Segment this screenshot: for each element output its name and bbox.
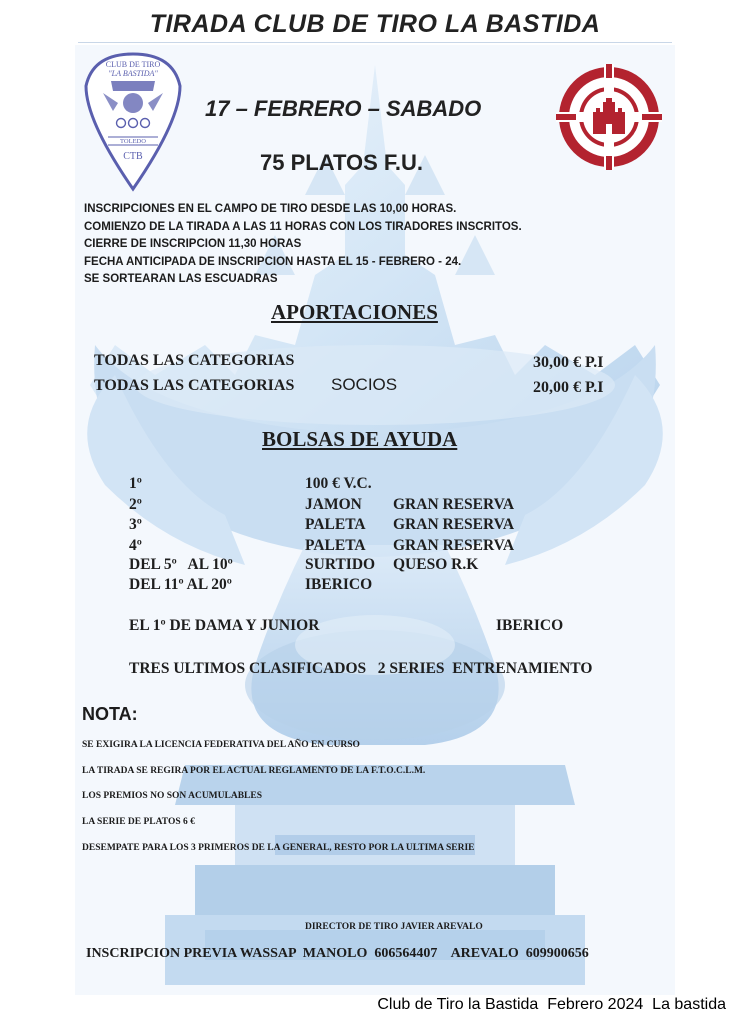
nota-line: DESEMPATE PARA LOS 3 PRIMEROS DE LA GENERAL, RESTO POR LA ULTIMA SERIE [82,843,475,853]
prize-place: 1º [129,475,142,492]
bolsas-heading: BOLSAS DE AYUDA [262,427,458,451]
platos-count: 75 PLATOS F.U. [260,150,424,175]
nota-line: LOS PREMIOS NO SON ACUMULABLES [82,791,263,801]
info-line: COMIENZO DE LA TIRADA A LAS 11 HORAS CON LOS TIRADORES INSCRITOS. [84,221,522,233]
aportacion-price: 20,00 € P.I [533,379,604,396]
nota-line: SE EXIGIRA LA LICENCIA FEDERATIVA DEL AÑO EN CURSO [82,740,360,750]
prize-detail: GRAN RESERVA [393,516,515,533]
prize-item: JAMON [305,496,362,513]
federation-target-castle-logo-icon [556,64,662,170]
info-line: FECHA ANTICIPADA DE INSCRIPCION HASTA EL 15 - FEBRERO - 24. [84,256,462,268]
prize-item: PALETA [305,516,366,533]
info-line: SE SORTEARAN LAS ESCUADRAS [84,273,278,285]
club-shield-logo-icon [83,51,183,193]
club-logo-text-city: TOLEDO [120,138,146,145]
ultimos-clasificados: TRES ULTIMOS CLASIFICADOS 2 SERIES ENTRENAMIENTO [129,660,593,677]
title-divider [78,42,672,43]
prize-place: 2º [129,496,142,513]
prize-item: IBERICO [305,576,373,593]
director-de-tiro: DIRECTOR DE TIRO JAVIER AREVALO [305,922,483,932]
prize-detail: GRAN RESERVA [393,496,515,513]
footer-caption: Club de Tiro la Bastida Febrero 2024 La bastida [377,996,726,1013]
prize-place: 4º [129,537,142,554]
club-logo-text-name: "LA BASTIDA" [108,69,158,78]
nota-title: NOTA: [82,704,138,724]
nota-line: LA SERIE DE PLATOS 6 € [82,817,195,827]
aportacion-socios: SOCIOS [331,375,398,394]
prize-place: DEL 5º AL 10º [129,556,233,573]
prize-item: 100 € V.C. [305,475,372,492]
club-logo-text-top: CLUB DE TIRO [105,60,161,69]
club-logo-initials: CTB [123,151,143,162]
prize-detail: QUESO R.K [393,556,479,573]
poster-title: TIRADA CLUB DE TIRO LA BASTIDA [149,10,601,38]
dama-junior-prize: IBERICO [496,617,564,634]
aportacion-label: TODAS LAS CATEGORIAS [94,352,295,369]
info-line: INSCRIPCIONES EN EL CAMPO DE TIRO DESDE LAS 10,00 HORAS. [84,203,457,215]
prize-place: 3º [129,516,142,533]
prize-item: PALETA [305,537,366,554]
info-line: CIERRE DE INSCRIPCION 11,30 HORAS [84,238,302,250]
prize-place: DEL 11º AL 20º [129,576,232,593]
dama-junior-label: EL 1º DE DAMA Y JUNIOR [129,617,320,634]
event-date: 17 – FEBRERO – SABADO [205,96,482,121]
aportacion-price: 30,00 € P.I [533,354,604,371]
inscripcion-contact: INSCRIPCION PREVIA WASSAP MANOLO 606564407 AREVALO 609900656 [86,946,589,961]
prize-item: SURTIDO [305,556,376,573]
nota-line: LA TIRADA SE REGIRA POR EL ACTUAL REGLAMENTO DE LA F.T.O.C.L.M. [82,766,426,776]
aportacion-label: TODAS LAS CATEGORIAS [94,377,295,394]
prize-detail: GRAN RESERVA [393,537,515,554]
aportaciones-heading: APORTACIONES [271,300,438,324]
